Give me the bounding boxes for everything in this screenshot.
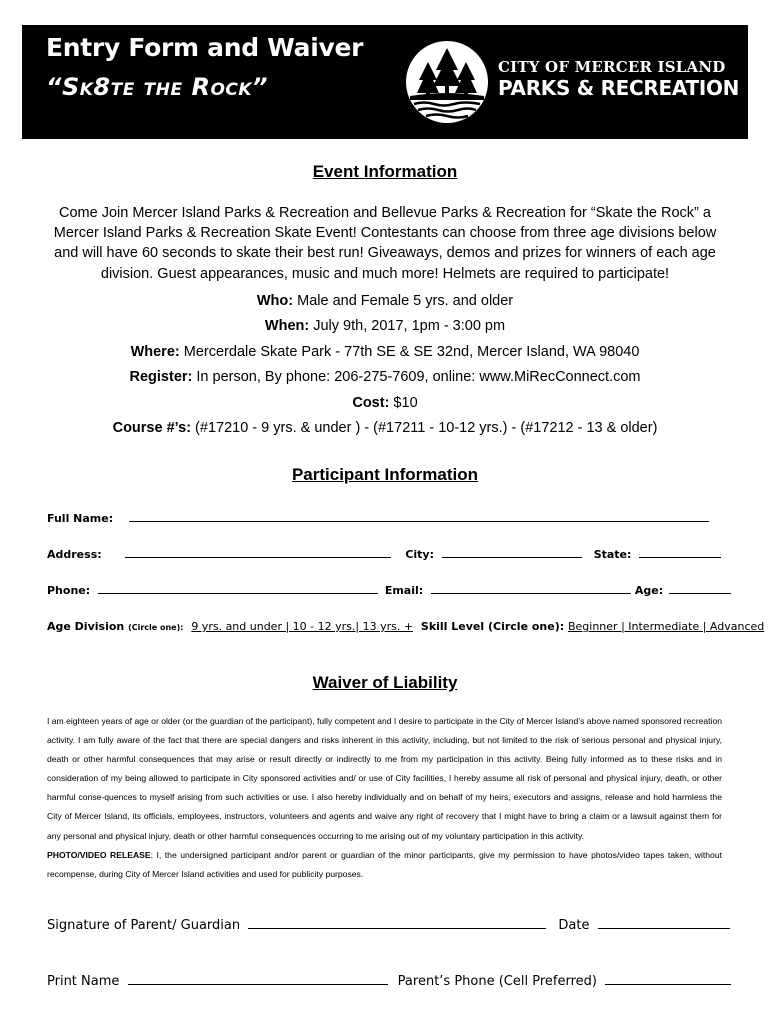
cost-label: Cost:	[352, 395, 390, 411]
when-label: When:	[264, 318, 310, 334]
register-value: In person, By phone: 206-275-7609, online: www.MiRecConnect.com	[192, 369, 641, 385]
signature-field[interactable]	[248, 914, 546, 929]
waiver-heading: Waiver of Liability	[312, 673, 458, 692]
trees-island-logo-icon	[406, 38, 488, 126]
form-title: Entry Form and Waiver	[46, 33, 364, 62]
photo-release-label: PHOTO/VIDEO RELEASE	[47, 849, 151, 860]
who-line	[0, 293, 770, 309]
cost-line	[0, 395, 770, 411]
city-field[interactable]	[442, 545, 582, 558]
event-name: “Sk8te the Rock”	[46, 73, 269, 101]
event-info-heading: Event Information	[312, 162, 458, 181]
course-value: (#17210 - 9 yrs. & under ) - (#17211 - 10-12 yrs.) - (#17212 - 13 & older)	[191, 420, 658, 436]
register-line	[0, 369, 770, 385]
date-field[interactable]	[598, 914, 730, 929]
address-label: Address:	[47, 548, 102, 561]
state-label: State:	[593, 548, 632, 561]
who-value: Male and Female 5 yrs. and older	[293, 293, 514, 309]
city-label: City:	[405, 548, 434, 561]
full-name-row	[47, 509, 709, 525]
age-division-label: Age Division	[47, 620, 125, 633]
signature-row	[47, 914, 730, 933]
age-field[interactable]	[669, 581, 731, 594]
phone-row	[47, 581, 731, 597]
division-row	[47, 620, 764, 633]
skill-level-options[interactable]: Beginner | Intermediate | Advanced	[567, 620, 765, 633]
print-name-field[interactable]	[128, 970, 388, 985]
full-name-field[interactable]	[129, 509, 709, 522]
email-label: Email:	[384, 584, 424, 597]
where-value: Mercerdale Skate Park - 77th SE & SE 32nd, Mercer Island, WA 98040	[179, 344, 640, 360]
cost-value: $10	[389, 395, 418, 411]
course-label: Course #’s:	[112, 420, 192, 436]
circle-one-note: (Circle one):	[128, 623, 184, 632]
register-label: Register:	[129, 369, 193, 385]
address-field[interactable]	[125, 545, 391, 558]
address-row	[47, 545, 721, 561]
state-field[interactable]	[639, 545, 721, 558]
email-field[interactable]	[431, 581, 631, 594]
print-name-row	[47, 970, 731, 989]
photo-release-text: : I, the undersigned participant and/or parent or guardian of the minor participants, give my permission to have photos/video tapes taken, without recompense, during City of Mercer Island activities and used for publicity purposes.	[47, 849, 722, 879]
signature-label: Signature of Parent/ Guardian	[47, 918, 241, 933]
waiver-body	[47, 712, 722, 884]
print-name-label: Print Name	[47, 974, 120, 989]
parent-phone-label: Parent’s Phone (Cell Preferred)	[397, 974, 597, 989]
where-line	[0, 344, 770, 360]
full-name-label: Full Name:	[47, 512, 114, 525]
course-line	[0, 420, 770, 436]
waiver-text: I am eighteen years of age or older (or the guardian of the participant), fully competent and I desire to participate in the City of Mercer Island’s above named sponsored recreation activity. I am fully aware of the fact that there are special dangers and risks inherent in this activity, including, but not limited to the risk of serious personal and physical injury, death or other harmful consequences that may arise or result directly or indirectly to me from my participation in this activity. Being fully informed as to these risks and in consideration of my being allowed to participate in City sponsored activities and/ or use of City facilities, I hereby assume all risk of personal and physical injury, death, or other harmful conse-quences to myself arising from such activities or use. I also hereby individually and on behalf of my heirs, executors and assigns, release and hold harmless the City of Mercer Island, its officials, employees, instructors, volunteers and agents and waive any right of recovery that I might have to bring a claim or a lawsuit against them for any personal and physical injury, death or other harmful consequences occurring to me arising out of my voluntary participation in this activity.	[47, 716, 722, 841]
skill-level-label: Skill Level (Circle one):	[420, 620, 565, 633]
org-name-line1: CITY OF MERCER ISLAND	[498, 58, 726, 76]
parent-phone-field[interactable]	[605, 970, 731, 985]
when-value: July 9th, 2017, 1pm - 3:00 pm	[309, 318, 506, 334]
phone-label: Phone:	[47, 584, 91, 597]
participant-info-heading: Participant Information	[291, 465, 479, 484]
date-label: Date	[558, 918, 590, 933]
phone-field[interactable]	[98, 581, 378, 594]
age-division-options[interactable]: 9 yrs. and under | 10 - 12 yrs.| 13 yrs. +	[191, 620, 414, 633]
header-banner	[22, 25, 748, 139]
org-name-line2: PARKS & RECREATION	[498, 76, 740, 100]
event-intro: Come Join Mercer Island Parks & Recreation and Bellevue Parks & Recreation for “Skate the Rock” a Mercer Island Parks & Recreation Skate Event! Contestants can choose from three age divisions below and will have 60 seconds to skate their best run! Giveaways, demos and prizes for winners of each age division. Guest appearances, music and much more! Helmets are required to participate!	[53, 205, 717, 282]
where-label: Where:	[130, 344, 180, 360]
when-line	[0, 318, 770, 334]
age-label: Age:	[634, 584, 664, 597]
who-label: Who:	[256, 293, 294, 309]
